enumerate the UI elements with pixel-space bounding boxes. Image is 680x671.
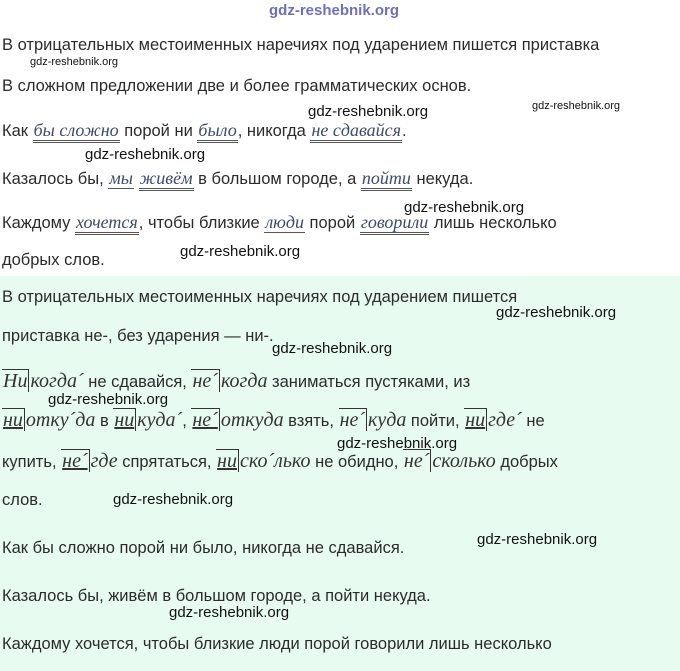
watermark: gdz-reshebnik.org [272,340,393,357]
prefix: не´ [403,450,430,472]
answer-line-2: приставка не-, без ударения — ни-. [2,327,274,345]
watermark-top: gdz-reshebnik.org [269,2,400,19]
root: где´ [488,409,522,431]
text: взять, [283,412,339,430]
task-line-2: В сложном предложении две и более грамматических основ. [2,77,472,95]
text: , никогда [237,122,311,140]
text: в [95,412,114,430]
morph-line-3 [2,451,558,472]
predicate-word: бы сложно [33,120,120,143]
text: заниматься пустяками, из [267,373,471,391]
root: куда´ [137,409,183,431]
watermark: gdz-reshebnik.org [477,531,598,548]
watermark: gdz-reshebnik.org [308,103,429,120]
prefix: не´ [192,370,218,392]
root: когда´ [30,370,84,392]
prefix: ни [114,409,135,431]
predicate-word: было [197,120,237,143]
prefix: ни [217,450,237,472]
morph-line-1 [2,371,470,392]
root: когда [220,370,268,392]
watermark: gdz-reshebnik.org [85,146,206,163]
text: Казалось бы, [2,170,109,188]
text: купить, [2,453,62,471]
prefix: ни [465,409,486,431]
text: не обидно, [310,453,403,471]
text: не [521,412,545,430]
text: . [402,122,407,140]
prefix: не´ [192,409,218,431]
watermark: gdz-reshebnik.org [496,304,617,321]
prefix: ни [3,409,23,431]
watermark: gdz-reshebnik.org [169,604,290,621]
text: добрых [495,453,558,471]
predicate-word: не сдавайся [310,120,402,143]
task-sentence-1 [2,120,407,141]
prefix: не´ [339,409,366,431]
root: куда [368,409,407,431]
morph-line-4: слов. [2,491,43,509]
text: лишь несколько [429,214,557,232]
text: , чтобы близкие [138,214,265,232]
predicate-word: пойти [361,168,412,191]
root: где [90,450,118,472]
watermark: gdz-reshebnik.org [337,435,458,452]
task-line-1: В отрицательных местоименных наречиях под ударением пишется приставка [2,36,600,54]
text: порой [304,214,360,232]
prefix: не´ [62,450,88,472]
root: отку´да [25,409,96,431]
watermark: gdz-reshebnik.org [30,56,119,68]
text: пойти, [406,412,465,430]
morph-line-2 [2,410,545,431]
predicate-word: хочется [75,212,139,235]
answer-final-1: Как бы сложно порой ни было, никогда не сдавайся. [2,539,405,557]
subject-word: мы [109,168,133,188]
answer-final-3: Каждому хочется, чтобы близкие люди порой говорили лишь несколько [2,635,552,653]
task-sentence-2 [2,168,473,189]
root: сколько [432,450,496,472]
text: не сдавайся, [83,373,192,391]
watermark: gdz-reshebnik.org [113,491,234,508]
text: , [182,412,192,430]
watermark: gdz-reshebnik.org [404,199,525,216]
task-section [0,0,680,276]
text: некуда. [411,170,474,188]
watermark: gdz-reshebnik.org [532,100,621,112]
predicate-word: живём [139,168,194,191]
watermark: gdz-reshebnik.org [180,243,301,260]
prefix: Ни [3,370,28,392]
root: ско´лько [239,450,311,472]
text: Как [2,122,33,140]
text: порой ни [119,122,198,140]
text [134,170,139,188]
answer-final-2: Казалось бы, живём в большом городе, а пойти некуда. [2,587,431,605]
task-sentence-3-cont: добрых слов. [2,251,105,269]
watermark: gdz-reshebnik.org [48,391,169,408]
subject-word: люди [265,212,304,232]
text: в большом городе, а [193,170,361,188]
text: Каждому [2,214,75,232]
task-sentence-3 [2,212,557,233]
text: спрятаться, [117,453,217,471]
answer-line-1: В отрицательных местоименных наречиях под ударением пишется [2,288,518,306]
answer-section [0,276,680,671]
root: откуда [220,409,284,431]
predicate-word: говорили [360,212,429,235]
